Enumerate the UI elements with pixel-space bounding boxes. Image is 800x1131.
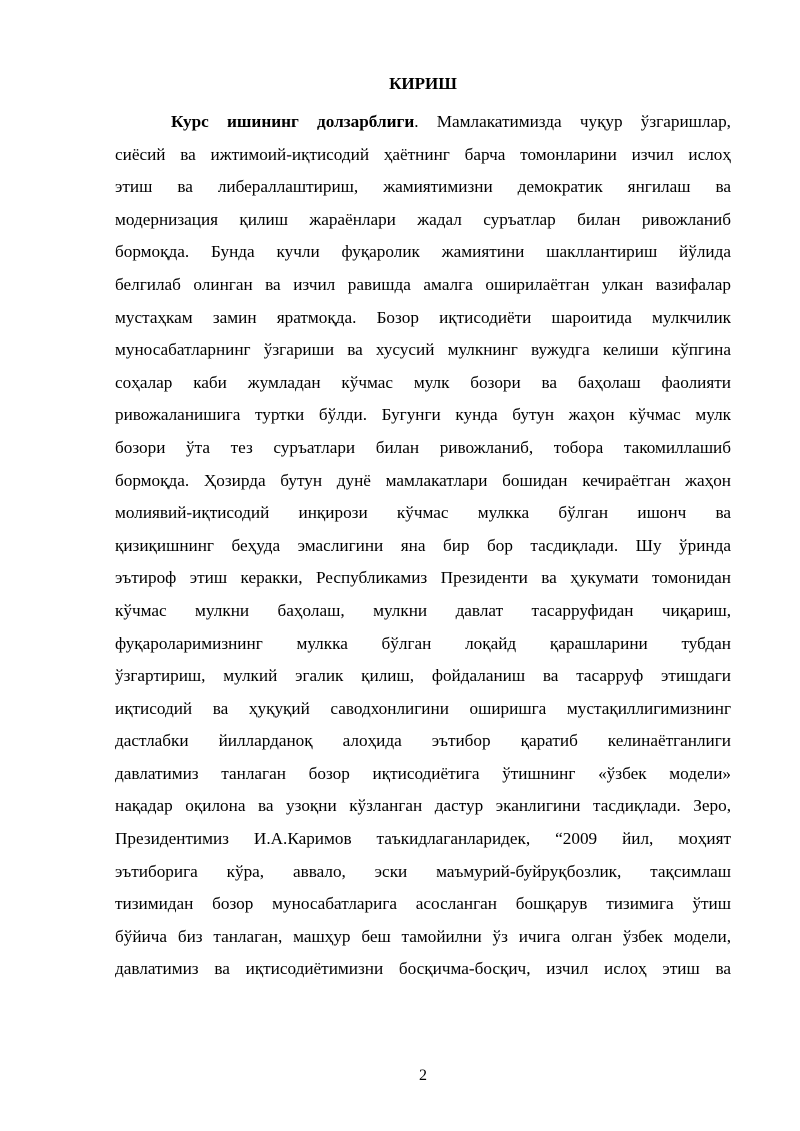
text-line: давлатимиз танлаган бозор иқтисодиётига ўтишнинг «ўзбек модели» bbox=[115, 763, 731, 783]
text-line: тизимидан бозор муносабатларига асосланган бошқарув тизимига ўтиш bbox=[115, 894, 731, 914]
text-line: эътироф этиш керакки, Республикамиз Президенти ва ҳукумати томонидан bbox=[115, 568, 731, 588]
text-line: дастлабки йилларданоқ алоҳида эътибор қаратиб келинаётганлиги bbox=[115, 731, 731, 751]
text-line: мустаҳкам замин яратмоқда. Бозор иқтисодиёти шароитида мулкчилик bbox=[115, 307, 731, 327]
text-line: давлатимиз ва иқтисодиётимизни босқичма-босқич, изчил ислоҳ этиш ва bbox=[115, 959, 731, 979]
text-line: белгилаб олинган ва изчил равишда амалга оширилаётган улкан вазифалар bbox=[115, 274, 731, 294]
text-line-content: . Мамлакатимизда чуқур ўзгаришлар, bbox=[414, 112, 731, 131]
text-line: этиш ва либераллаштириш, жамиятимизни демократик янгилаш ва bbox=[115, 177, 731, 197]
text-line bbox=[115, 106, 731, 139]
text-line: Президентимиз И.А.Каримов таъкидлаганларидек, “2009 йил, моҳият bbox=[115, 829, 731, 849]
text-line: фуқароларимизнинг мулкка бўлган лоқайд қарашларини тубдан bbox=[115, 633, 731, 653]
text-line: соҳалар каби жумладан кўчмас мулк бозори ва баҳолаш фаолияти bbox=[115, 372, 731, 392]
text-line: қизиқишнинг беҳуда эмаслигини яна бир бор тасдиқлади. Шу ўринда bbox=[115, 535, 731, 555]
text-line: ривожаланишига туртки бўлди. Бугунги кунда бутун жаҳон кўчмас мулк bbox=[115, 405, 731, 425]
text-line: бормоқда. Бунда кучли фуқаролик жамиятини шакллантириш йўлида bbox=[115, 242, 731, 262]
text-line: модернизация қилиш жараёнлари жадал суръатлар билан ривожланиб bbox=[115, 209, 731, 229]
body-paragraph bbox=[115, 106, 731, 986]
lead-heading: Курс ишининг долзарблиги bbox=[171, 112, 415, 131]
text-line: бозори ўта тез суръатлари билан ривожланиб, тобора такомиллашиб bbox=[115, 437, 731, 457]
text-line: бормоқда. Ҳозирда бутун дунё мамлакатлари бошидан кечираётган жаҳон bbox=[115, 470, 731, 490]
text-line: молиявий-иқтисодий инқирози кўчмас мулкка бўлган ишонч ва bbox=[115, 503, 731, 523]
text-line: сиёсий ва ижтимоий-иқтисодий ҳаётнинг барча томонларини изчил ислоҳ bbox=[115, 144, 731, 164]
page-title: КИРИШ bbox=[389, 74, 457, 93]
text-line: муносабатларнинг ўзгариши ва хусусий мулкнинг вужудга келиши кўпгина bbox=[115, 340, 731, 360]
text-line: нақадар оқилона ва узоқни кўзланган дастур эканлигини тасдиқлади. Зеро, bbox=[115, 796, 731, 816]
text-line: эътиборига кўра, аввало, эски маъмурий-буйруқбозлик, тақсимлаш bbox=[115, 861, 731, 881]
text-line: кўчмас мулкни баҳолаш, мулкни давлат тасарруфидан чиқариш, bbox=[115, 600, 731, 620]
text-line: ўзгартириш, мулкий эгалик қилиш, фойдаланиш ва тасарруф этишдаги bbox=[115, 666, 731, 686]
text-line: иқтисодий ва ҳуқуқий саводхонлигини оширишга мустақиллигимизнинг bbox=[115, 698, 731, 718]
text-line: бўйича биз танлаган, машҳур беш тамойилни ўз ичига олган ўзбек модели, bbox=[115, 926, 731, 946]
page-number: 2 bbox=[419, 1067, 427, 1084]
